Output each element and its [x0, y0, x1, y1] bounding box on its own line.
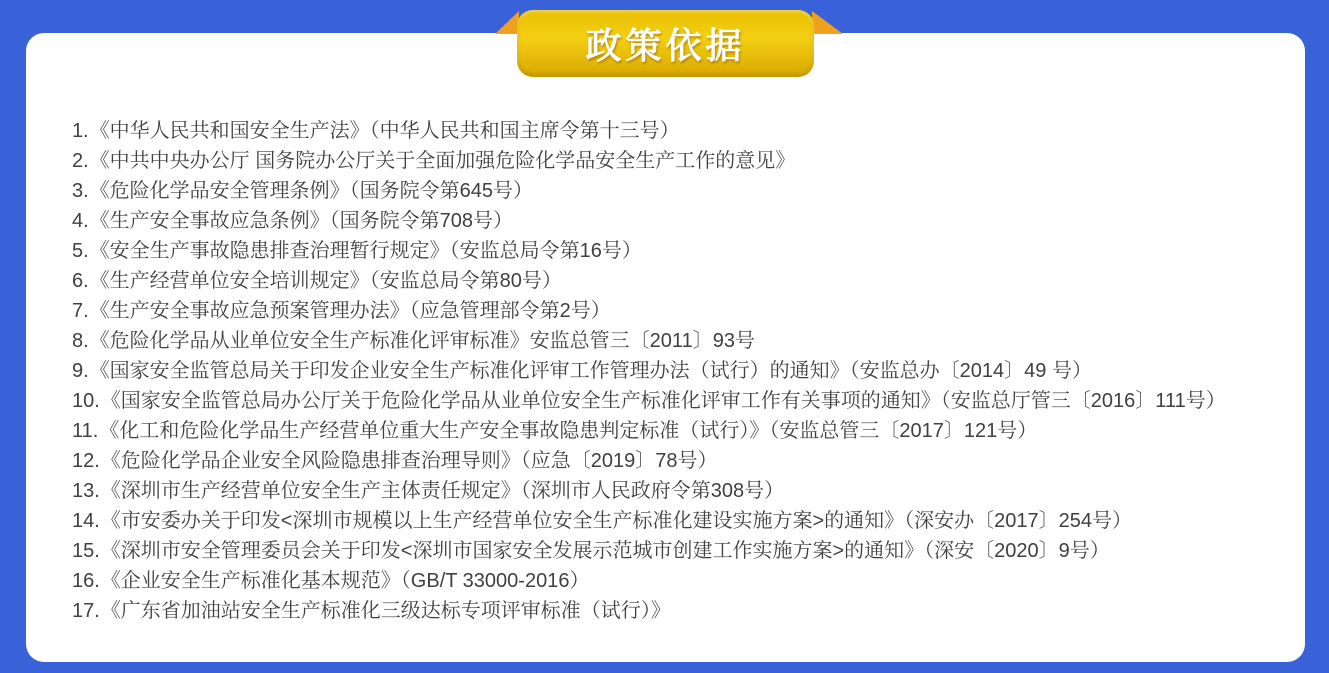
- policy-item-text: 《危险化学品安全管理条例》（国务院令第645号）: [89, 180, 534, 202]
- policy-item-number: 5.: [72, 240, 89, 262]
- policy-item-text: 《国家安全监管总局关于印发企业安全生产标准化评审工作管理办法（试行）的通知》（安监总办〔2014〕49 号）: [89, 360, 1092, 382]
- policy-item-number: 13.: [72, 480, 100, 502]
- policy-item-number: 16.: [72, 570, 100, 592]
- title-banner: [517, 10, 814, 77]
- policy-item-text: 《企业安全生产标准化基本规范》（GB/T 33000-2016）: [100, 570, 590, 592]
- policy-list-item: [72, 596, 1252, 626]
- policy-item-number: 3.: [72, 180, 89, 202]
- ribbon-fold-left-icon: [495, 11, 519, 34]
- policy-item-number: 11.: [72, 420, 99, 442]
- policy-item-text: 《中共中央办公厅 国务院办公厅关于全面加强危险化学品安全生产工作的意见》: [89, 150, 796, 172]
- policy-item-number: 4.: [72, 210, 89, 232]
- ribbon-fold-right-icon: [812, 11, 843, 34]
- policy-item-number: 7.: [72, 300, 89, 322]
- policy-item-text: 《深圳市生产经营单位安全生产主体责任规定》（深圳市人民政府令第308号）: [100, 480, 785, 502]
- policy-item-number: 8.: [72, 330, 89, 352]
- policy-list-item: [72, 296, 1252, 326]
- policy-list-item: [72, 266, 1252, 296]
- policy-item-number: 6.: [72, 270, 89, 292]
- policy-item-number: 9.: [72, 360, 89, 382]
- policy-item-text: 《中华人民共和国安全生产法》（中华人民共和国主席令第十三号）: [89, 120, 680, 142]
- policy-item-number: 2.: [72, 150, 89, 172]
- policy-list-item: [72, 476, 1252, 506]
- policy-item-text: 《国家安全监管总局办公厅关于危险化学品从业单位安全生产标准化评审工作有关事项的通知》（安监总厅管三〔2016〕111号）: [100, 390, 1226, 412]
- policy-list-item: [72, 326, 1252, 356]
- policy-item-number: 1.: [72, 120, 89, 142]
- page-title: 政策依据: [585, 25, 746, 66]
- policy-list-item: [72, 236, 1252, 266]
- policy-item-text: 《危险化学品企业安全风险隐患排查治理导则》（应急〔2019〕78号）: [100, 450, 718, 472]
- policy-item-number: 17.: [72, 600, 100, 622]
- policy-item-text: 《危险化学品从业单位安全生产标准化评审标准》安监总管三〔2011〕93号: [89, 330, 755, 352]
- policy-item-text: 《化工和危险化学品生产经营单位重大生产安全事故隐患判定标准（试行）》（安监总管三〔2017〕121号）: [99, 420, 1038, 442]
- policy-item-text: 《深圳市安全管理委员会关于印发<深圳市国家安全发展示范城市创建工作实施方案>的通知》（深安〔2020〕9号）: [100, 540, 1110, 562]
- policy-list-item: [72, 446, 1252, 476]
- policy-item-number: 14.: [72, 510, 100, 532]
- policy-list: [72, 116, 1252, 626]
- policy-item-text: 《广东省加油站安全生产标准化三级达标专项评审标准（试行）》: [100, 600, 671, 622]
- policy-item-text: 《生产安全事故应急预案管理办法》（应急管理部令第2号）: [89, 300, 611, 322]
- policy-item-text: 《安全生产事故隐患排查治理暂行规定》（安监总局令第16号）: [89, 240, 642, 262]
- policy-item-number: 12.: [72, 450, 100, 472]
- policy-list-item: [72, 536, 1252, 566]
- policy-list-item: [72, 116, 1252, 146]
- policy-item-text: 《市安委办关于印发<深圳市规模以上生产经营单位安全生产标准化建设实施方案>的通知》（深安办〔2017〕254号）: [100, 510, 1133, 532]
- policy-list-item: [72, 566, 1252, 596]
- policy-list-item: [72, 386, 1252, 416]
- policy-list-item: [72, 506, 1252, 536]
- policy-list-item: [72, 206, 1252, 236]
- policy-list-item: [72, 416, 1252, 446]
- policy-item-text: 《生产安全事故应急条例》（国务院令第708号）: [89, 210, 514, 232]
- policy-item-number: 15.: [72, 540, 100, 562]
- policy-list-item: [72, 356, 1252, 386]
- policy-item-number: 10.: [72, 390, 100, 412]
- policy-list-item: [72, 146, 1252, 176]
- policy-list-item: [72, 176, 1252, 206]
- policy-item-text: 《生产经营单位安全培训规定》（安监总局令第80号）: [89, 270, 562, 292]
